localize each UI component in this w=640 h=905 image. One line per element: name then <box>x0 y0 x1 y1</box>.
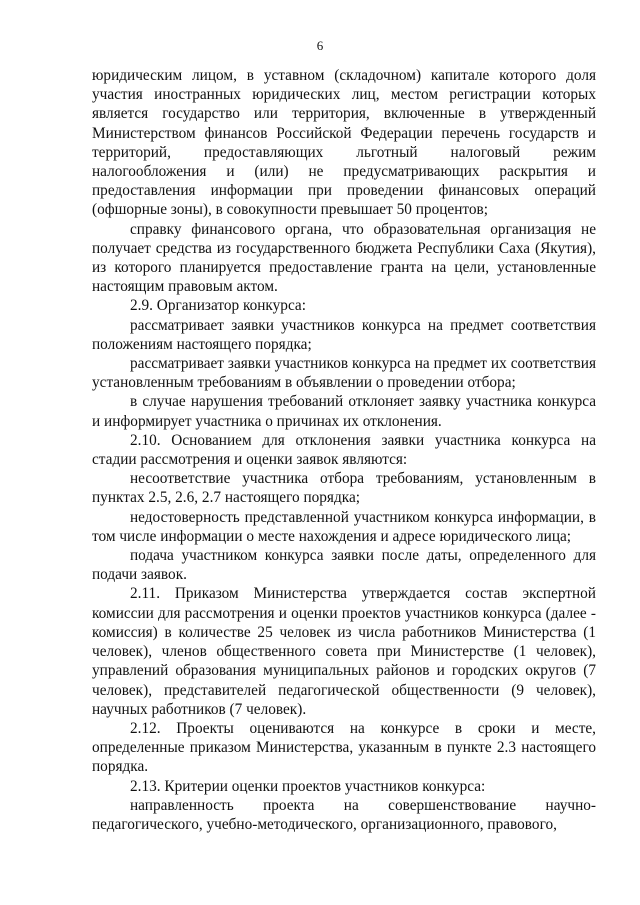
paragraph-2-9-heading: 2.9. Организатор конкурса: <box>130 297 306 315</box>
paragraph-offshore-share: юридическим лицом, в уставном (складочном) капитале которого доля участия иностранных юридических лиц, местом регистрации которых является государство или территория, включенные в утвержденный Министерством финансов Российской Федерации перечень государств и территорий, предоставляющих льготный налоговый режим налогообложения и (или) не предусматривающих раскрытия и предоставления информации при проведении финансовых операций (офшорные зоны), в совокупности превышает 50 процентов; <box>92 67 596 219</box>
paragraph-review-requirements: рассматривает заявки участников конкурса на предмет их соответствия установленным требованиям в объявлении о проведении отбора; <box>92 355 596 392</box>
paragraph-2-11-commission: 2.11. Приказом Министерства утверждается состав экспертной комиссии для рассмотрения и оценки проектов участников конкурса (далее - комиссия) в количестве 25 человек из числа работников Министерства (1 человек), членов общественного совета при Министерстве (1 человек), управлений образования муниципальных районов и городских округов (7 человек), представителей педагогической общественности (9 человек), научных работников (7 человек). <box>92 585 596 718</box>
paragraph-finance-certificate: справку финансового органа, что образовательная организация не получает средства из государственного бюджета Республики Саха (Якутия), из которого планируется предоставление гранта на цели, установленные настоящим правовым актом. <box>92 220 596 296</box>
document-body <box>92 66 596 834</box>
paragraph-false-information: недостоверность представленной участником конкурса информации, в том числе информации о месте нахождения и адресе юридического лица; <box>92 508 596 545</box>
paragraph-late-submission: подача участником конкурса заявки после даты, определенного для подачи заявок. <box>92 547 596 584</box>
paragraph-2-13-heading: 2.13. Критерии оценки проектов участников конкурса: <box>130 777 486 795</box>
paragraph-review-provisions: рассматривает заявки участников конкурса на предмет соответствия положениям настоящего порядка; <box>92 316 596 353</box>
page-number: 6 <box>316 38 324 53</box>
paragraph-2-10-heading: 2.10. Основанием для отклонения заявки участника конкурса на стадии рассмотрения и оценки заявок являются: <box>92 431 596 469</box>
paragraph-2-12-evaluation: 2.12. Проекты оцениваются на конкурсе в сроки и месте, определенные приказом Министерства, указанным в пункте 2.3 настоящего порядка. <box>92 719 596 776</box>
paragraph-criteria-direction: направленность проекта на совершенствование научно-педагогического, учебно-методического, организационного, правового, <box>92 796 596 833</box>
paragraph-rejection-notice: в случае нарушения требований отклоняет заявку участника конкурса и информирует участника о причинах их отклонения. <box>92 393 596 430</box>
paragraph-noncompliance: несоответствие участника отбора требованиям, установленным в пунктах 2.5, 2.6, 2.7 настоящего порядка; <box>92 470 596 507</box>
